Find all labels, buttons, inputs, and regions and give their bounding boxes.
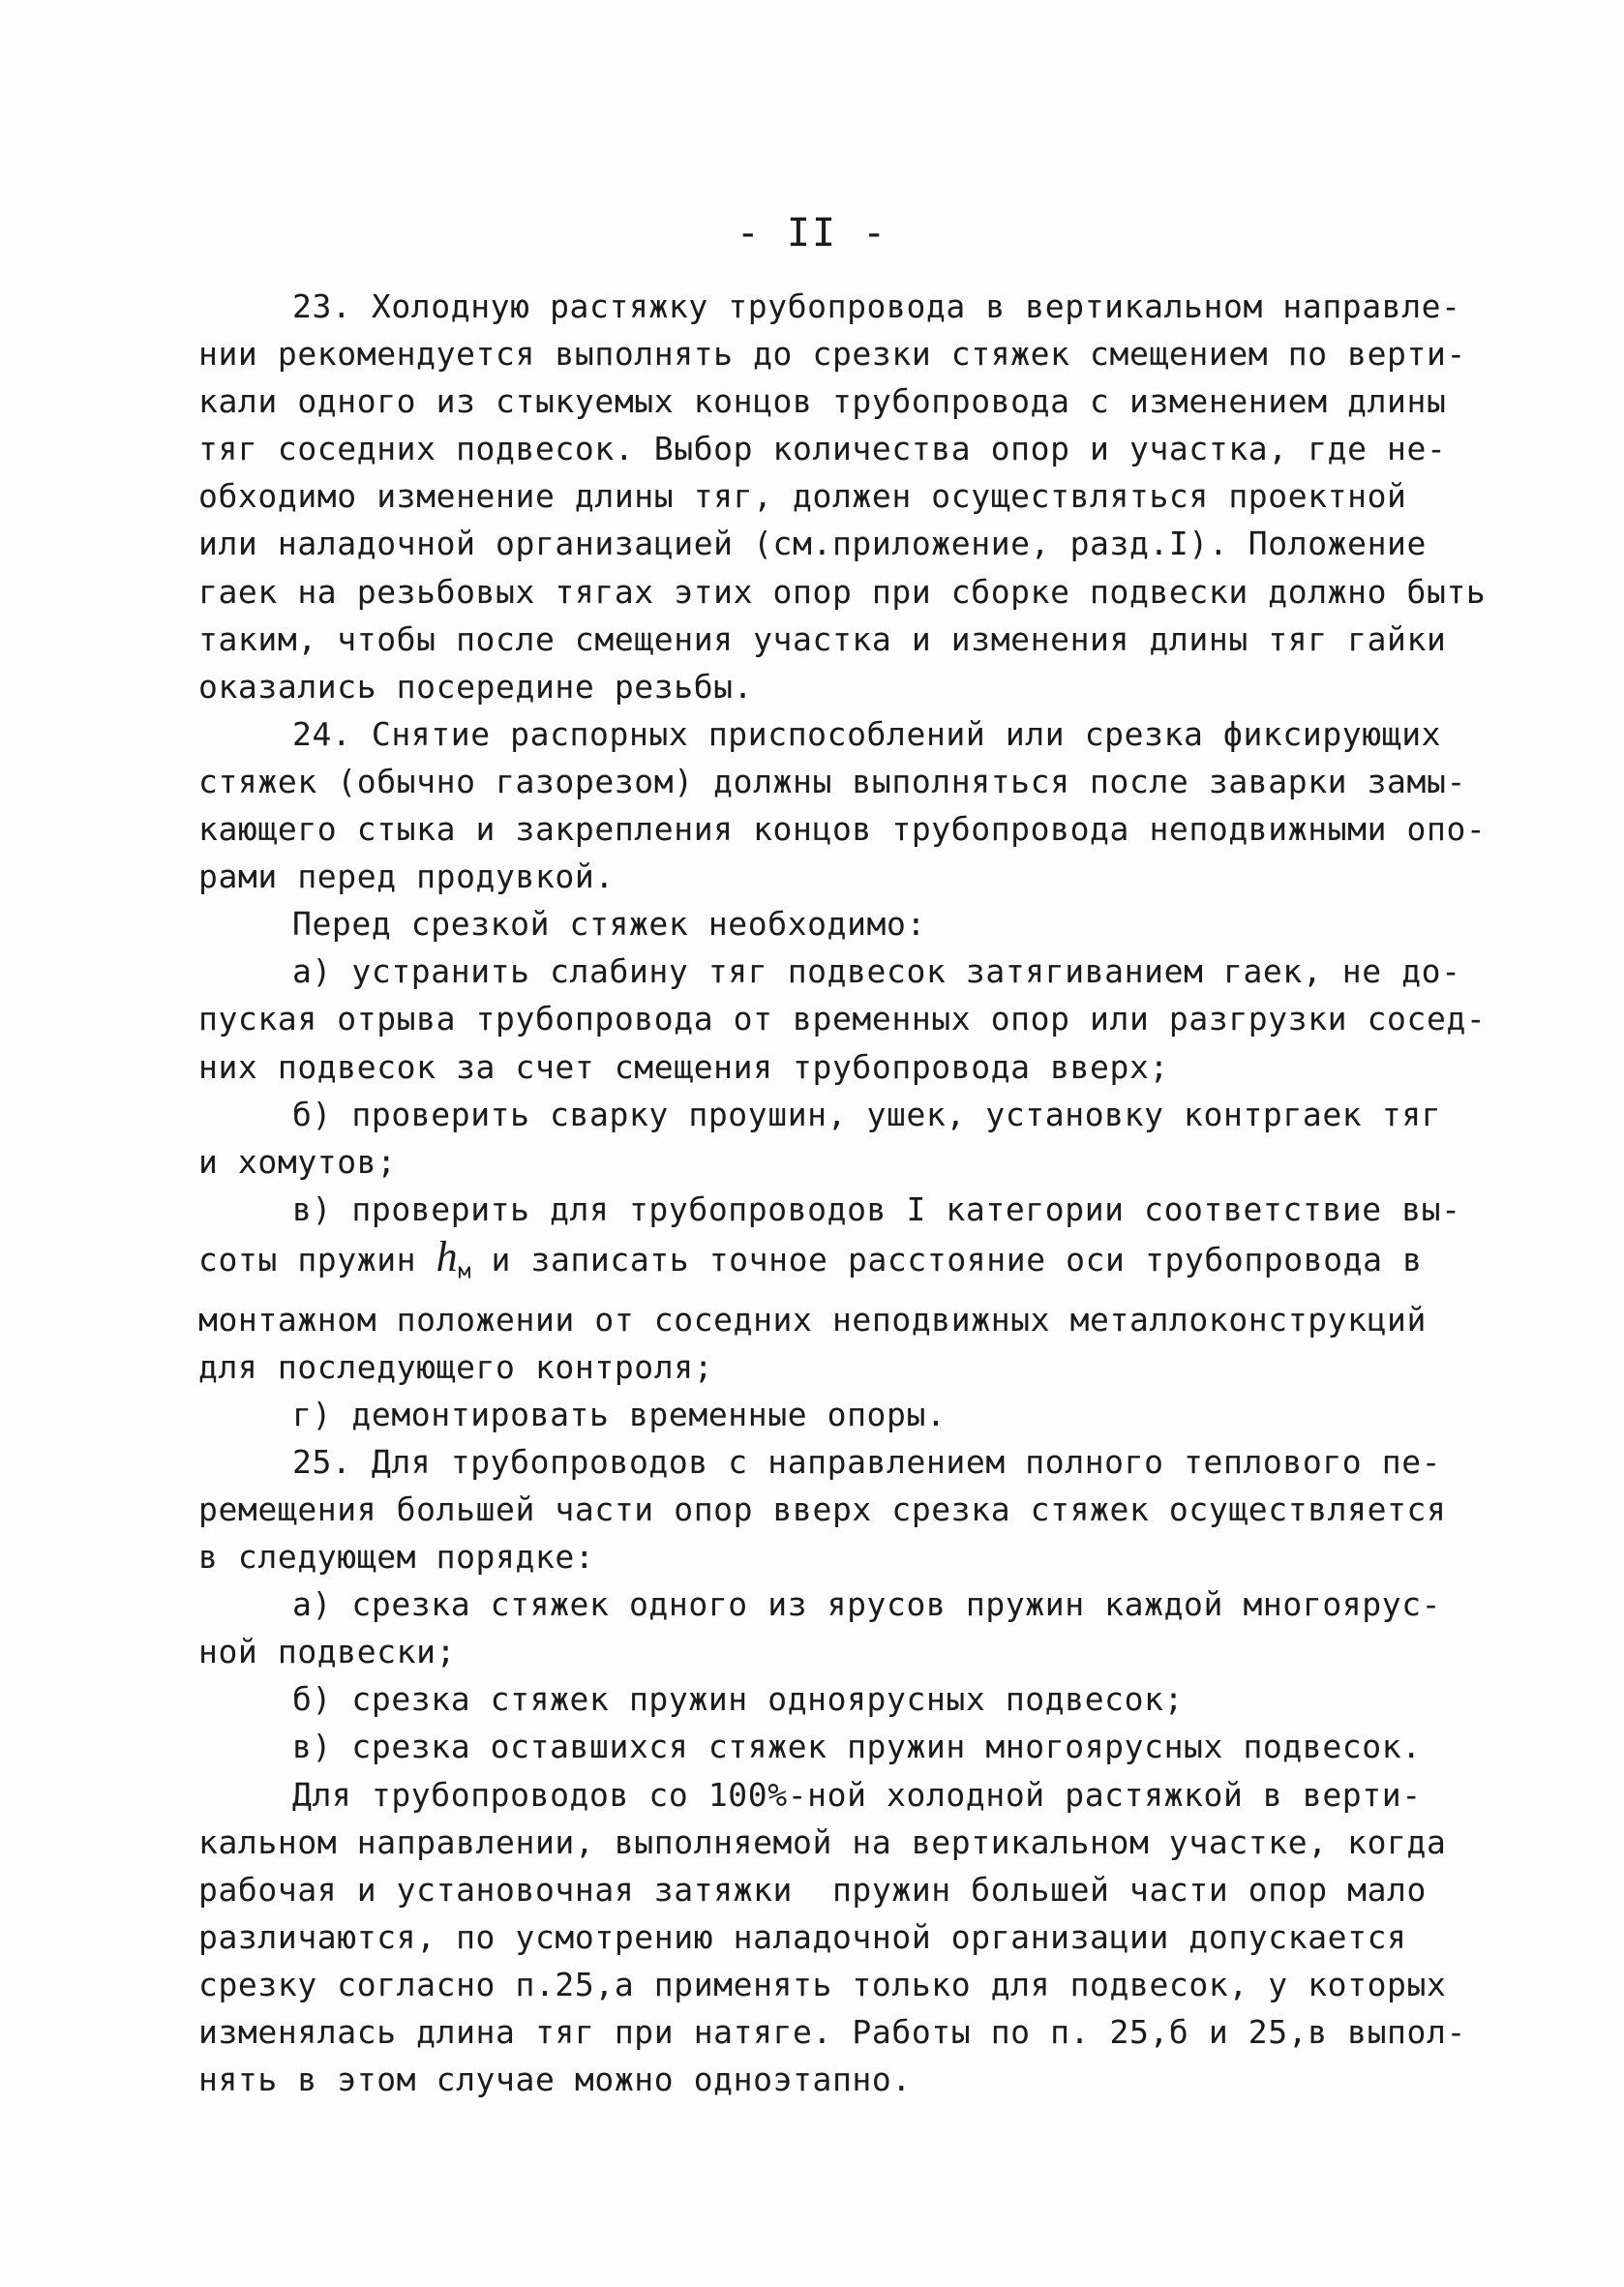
formula-subscript: м xyxy=(458,1259,472,1284)
text-line-content: пуская отрыва трубопровода от временных опор или разгрузки сосед- xyxy=(198,1000,1487,1038)
text-line-continuation: и записать точное расстояние оси трубопровода в xyxy=(471,1240,1423,1279)
text-line xyxy=(198,1138,1466,1186)
text-line xyxy=(198,1913,1466,1961)
text-line-content: изменялась длина тяг при натяге. Работы по п. 25,б и 25,в выпол- xyxy=(198,2012,1466,2051)
text-line-content: в) проверить для трубопроводов I категории соответствие вы- xyxy=(292,1189,1461,1228)
text-line xyxy=(198,1438,1466,1486)
text-line-content: различаются, по усмотрению наладочной организации допускается xyxy=(198,1917,1407,1956)
text-line-content: для последующего контроля; xyxy=(198,1347,714,1386)
text-line xyxy=(198,1233,1466,1296)
text-line xyxy=(198,568,1487,616)
text-line-content: рабочая и установочная затяжки пружин большей части опор мало xyxy=(198,1870,1427,1909)
text-line-content: 23. Холодную растяжку трубопровода в вертикальном направле- xyxy=(292,287,1461,325)
formula-symbol: h xyxy=(436,1232,459,1280)
text-line xyxy=(198,1866,1466,1913)
text-line xyxy=(198,1343,1466,1391)
text-line xyxy=(198,283,1466,330)
text-line-content: них подвесок за счет смещения трубопровода вверх; xyxy=(198,1047,1169,1086)
text-line-content: 25. Для трубопроводов с направлением полного теплового пе- xyxy=(292,1442,1442,1481)
text-line-content: б) срезка стяжек пружин одноярусных подвесок; xyxy=(292,1680,1185,1719)
text-line xyxy=(198,995,1487,1042)
text-line-content: в следующем порядке: xyxy=(198,1538,595,1577)
text-line-content: кающего стыка и закрепления концов трубопровода неподвижными опо- xyxy=(198,810,1487,849)
text-line xyxy=(198,330,1466,377)
text-line xyxy=(198,710,1466,758)
text-line-content: таким, чтобы после смещения участка и изменения длины тяг гайки xyxy=(198,619,1447,658)
text-line xyxy=(198,1043,1466,1091)
text-line-content: Для трубопроводов со 100%-ной холодной растяжкой в верти- xyxy=(292,1775,1422,1814)
text-line xyxy=(198,900,1466,948)
text-line-content: ремещения большей части опор вверх срезка стяжек осуществляется xyxy=(198,1490,1447,1528)
text-line xyxy=(198,1961,1466,2008)
text-line xyxy=(198,1486,1466,1533)
text-line-content: Перед срезкой стяжек необходимо: xyxy=(292,905,926,944)
text-line-content: нять в этом случае можно одноэтапно. xyxy=(198,2061,912,2099)
text-line xyxy=(198,1296,1466,1343)
text-line xyxy=(198,377,1466,425)
text-line-content: рами перед продувкой. xyxy=(198,858,615,896)
text-line-content: кальном направлении, выполняемой на вертикальном участке, когда xyxy=(198,1822,1447,1861)
text-line-content: нии рекомендуется выполнять до срезки стяжек смещением по верти- xyxy=(198,335,1466,374)
text-line xyxy=(198,472,1466,520)
text-line xyxy=(198,425,1466,472)
text-line xyxy=(198,853,1466,900)
body-text xyxy=(198,283,1487,2103)
text-line-content: оказались посередине резьбы. xyxy=(198,667,754,706)
text-line xyxy=(198,758,1466,805)
text-line-content: а) срезка стяжек одного из ярусов пружин каждой многоярус- xyxy=(292,1585,1442,1624)
text-line xyxy=(198,1091,1466,1138)
text-line-content: гаек на резьбовых тягах этих опор при сборке подвески должно быть xyxy=(198,572,1487,611)
text-line-content: соты пружин xyxy=(198,1240,417,1279)
text-line-content: срезку согласно п.25,а применять только для подвесок, у которых xyxy=(198,1965,1447,2003)
text-line-content: 24. Снятие распорных приспособлений или срезка фиксирующих xyxy=(292,714,1442,753)
text-line-content: монтажном положении от соседних неподвижных металлоконструкций xyxy=(198,1300,1427,1339)
text-line xyxy=(198,1533,1466,1580)
text-line xyxy=(198,1771,1466,1819)
text-line xyxy=(198,1675,1466,1723)
text-line xyxy=(198,2008,1466,2056)
text-line-content: а) устранить слабину тяг подвесок затягиванием гаек, не до- xyxy=(292,952,1461,991)
text-line xyxy=(198,1819,1466,1866)
text-line xyxy=(198,616,1466,663)
text-line xyxy=(198,1723,1466,1770)
page-number: - II - xyxy=(736,211,888,256)
text-line-content: б) проверить сварку проушин, ушек, установку контргаек тяг xyxy=(292,1095,1442,1133)
text-line-content: в) срезка оставшихся стяжек пружин многоярусных подвесок. xyxy=(292,1728,1422,1766)
text-line-content: стяжек (обычно газорезом) должны выполняться после заварки замы- xyxy=(198,762,1466,800)
text-line-content: обходимо изменение длины тяг, должен осуществляться проектной xyxy=(198,477,1407,516)
text-line-content: г) демонтировать временные опоры. xyxy=(292,1395,947,1433)
text-line xyxy=(198,520,1466,567)
text-line-content: или наладочной организацией (см.приложение, разд.I). Положение xyxy=(198,525,1427,563)
text-line xyxy=(198,805,1487,853)
text-line xyxy=(198,2056,1466,2103)
text-line xyxy=(198,1391,1466,1438)
text-line xyxy=(198,663,1466,710)
text-line xyxy=(198,948,1466,995)
text-line xyxy=(198,1580,1466,1628)
text-line-content: тяг соседних подвесок. Выбор количества опор и участка, где не- xyxy=(198,430,1447,468)
text-line-content: кали одного из стыкуемых концов трубопровода с изменением длины xyxy=(198,382,1447,421)
text-line xyxy=(198,1186,1466,1233)
text-line-content: ной подвески; xyxy=(198,1633,457,1671)
text-line-content: и хомутов; xyxy=(198,1142,397,1181)
text-line xyxy=(198,1628,1466,1675)
